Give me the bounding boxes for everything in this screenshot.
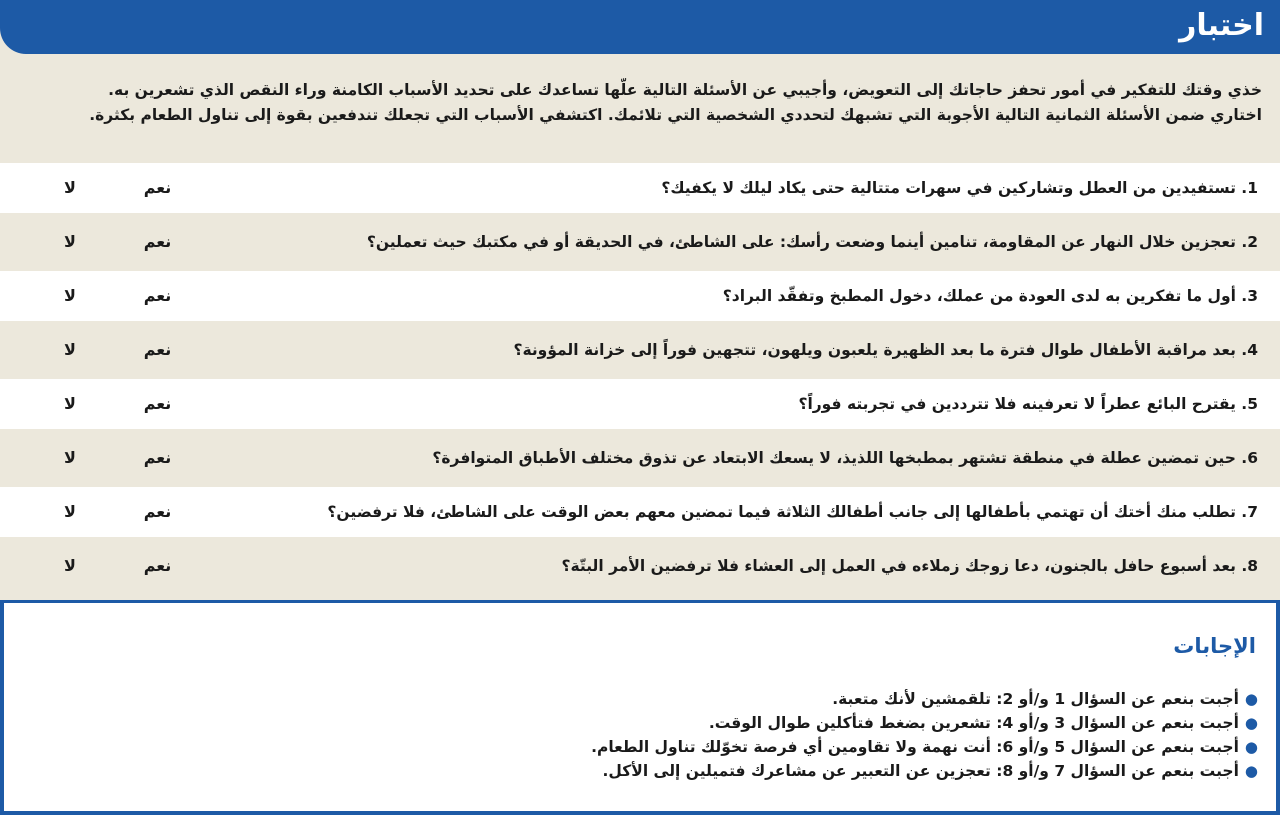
bullet-icon: ●	[1244, 762, 1258, 780]
yes-option[interactable]: نعم	[143, 340, 172, 359]
question-row-6	[0, 433, 1280, 483]
no-option[interactable]: لا	[64, 448, 76, 467]
no-option[interactable]: لا	[64, 556, 76, 575]
no-option[interactable]: لا	[64, 178, 76, 197]
questions-list	[0, 163, 1280, 595]
question-row-5	[0, 379, 1280, 429]
answer-item	[58, 687, 1258, 711]
question-row-7	[0, 487, 1280, 537]
bullet-icon: ●	[1244, 690, 1258, 708]
answer-item	[58, 711, 1258, 735]
yes-option[interactable]: نعم	[143, 178, 172, 197]
bullet-icon: ●	[1244, 714, 1258, 732]
question-text: 5. يقترح البائع عطراً لا تعرفينه فلا تترددين في تجربته فوراً؟	[798, 395, 1258, 413]
yes-option[interactable]: نعم	[143, 286, 172, 305]
page-title: اختبار	[1179, 8, 1264, 43]
question-row-1	[0, 163, 1280, 213]
yes-option[interactable]: نعم	[143, 556, 172, 575]
question-row-3	[0, 271, 1280, 321]
yes-option[interactable]: نعم	[143, 394, 172, 413]
intro-text	[14, 78, 1262, 128]
question-text: 4. بعد مراقبة الأطفال طوال فترة ما بعد الظهيرة يلعبون ويلهون، تتجهين فوراً إلى خزانة المؤونة؟	[513, 341, 1258, 359]
no-option[interactable]: لا	[64, 286, 76, 305]
answer-text: أجبت بنعم عن السؤال 5 و/أو 6: أنت نهمة ولا تقاومين أي فرصة تخوّلك تناول الطعام.	[591, 738, 1239, 756]
yes-option[interactable]: نعم	[143, 232, 172, 251]
answer-text: أجبت بنعم عن السؤال 1 و/أو 2: تلقمشين لأنك متعبة.	[832, 690, 1239, 708]
question-row-2	[0, 217, 1280, 267]
question-text: 1. تستفيدين من العطل وتشاركين في سهرات متتالية حتى يكاد ليلك لا يكفيك؟	[661, 179, 1258, 197]
answer-text: أجبت بنعم عن السؤال 3 و/أو 4: تشعرين بضغط فتأكلين طوال الوقت.	[708, 714, 1239, 732]
question-text: 6. حين تمضين عطلة في منطقة تشتهر بمطبخها اللذيذ، لا يسعك الابتعاد عن تذوق مختلف الأطباق المتوافرة؟	[432, 449, 1258, 467]
header-bar	[0, 0, 1280, 54]
no-option[interactable]: لا	[64, 340, 76, 359]
answers-list	[58, 687, 1258, 783]
no-option[interactable]: لا	[64, 232, 76, 251]
question-text: 7. تطلب منك أختك أن تهتمي بأطفالها إلى جانب أطفالك الثلاثة فيما تمضين معهم بعض الوقت على الشاطئ، فلا ترفضين؟	[327, 503, 1258, 521]
intro-line-2: اختاري ضمن الأسئلة الثمانية التالية الأجوبة التي تشبهك لتحددي الشخصية التي تلائمك. اكتشفي الأسباب التي تجعلك تندفعين بقوة إلى تناول الطعام بكثرة.	[89, 106, 1262, 124]
no-option[interactable]: لا	[64, 502, 76, 521]
answer-text: أجبت بنعم عن السؤال 7 و/أو 8: تعجزين عن التعبير عن مشاعرك فتميلين إلى الأكل.	[602, 762, 1239, 780]
answer-item	[58, 759, 1258, 783]
answer-item	[58, 735, 1258, 759]
intro-line-1: خذي وقتك للتفكير في أمور تحفز حاجاتك إلى التعويض، وأجيبي عن الأسئلة التالية علّها تساعدك على تحديد الأسباب الكامنة وراء النقص الذي تشعرين به.	[108, 81, 1262, 99]
no-option[interactable]: لا	[64, 394, 76, 413]
yes-option[interactable]: نعم	[143, 448, 172, 467]
question-text: 3. أول ما تفكرين به لدى العودة من عملك، دخول المطبخ وتفقّد البراد؟	[722, 287, 1258, 305]
bullet-icon: ●	[1244, 738, 1258, 756]
question-text: 8. بعد أسبوع حافل بالجنون، دعا زوجك زملاءه في العمل إلى العشاء فلا ترفضين الأمر البتّة؟	[561, 557, 1258, 575]
question-row-8	[0, 541, 1280, 591]
answers-title: الإجابات	[1173, 634, 1256, 658]
answers-box	[0, 600, 1280, 815]
question-text: 2. تعجزين خلال النهار عن المقاومة، تنامين أينما وضعت رأسك: على الشاطئ، في الحديقة أو في مكتبك حيث تعملين؟	[366, 233, 1258, 251]
yes-option[interactable]: نعم	[143, 502, 172, 521]
question-row-4	[0, 325, 1280, 375]
